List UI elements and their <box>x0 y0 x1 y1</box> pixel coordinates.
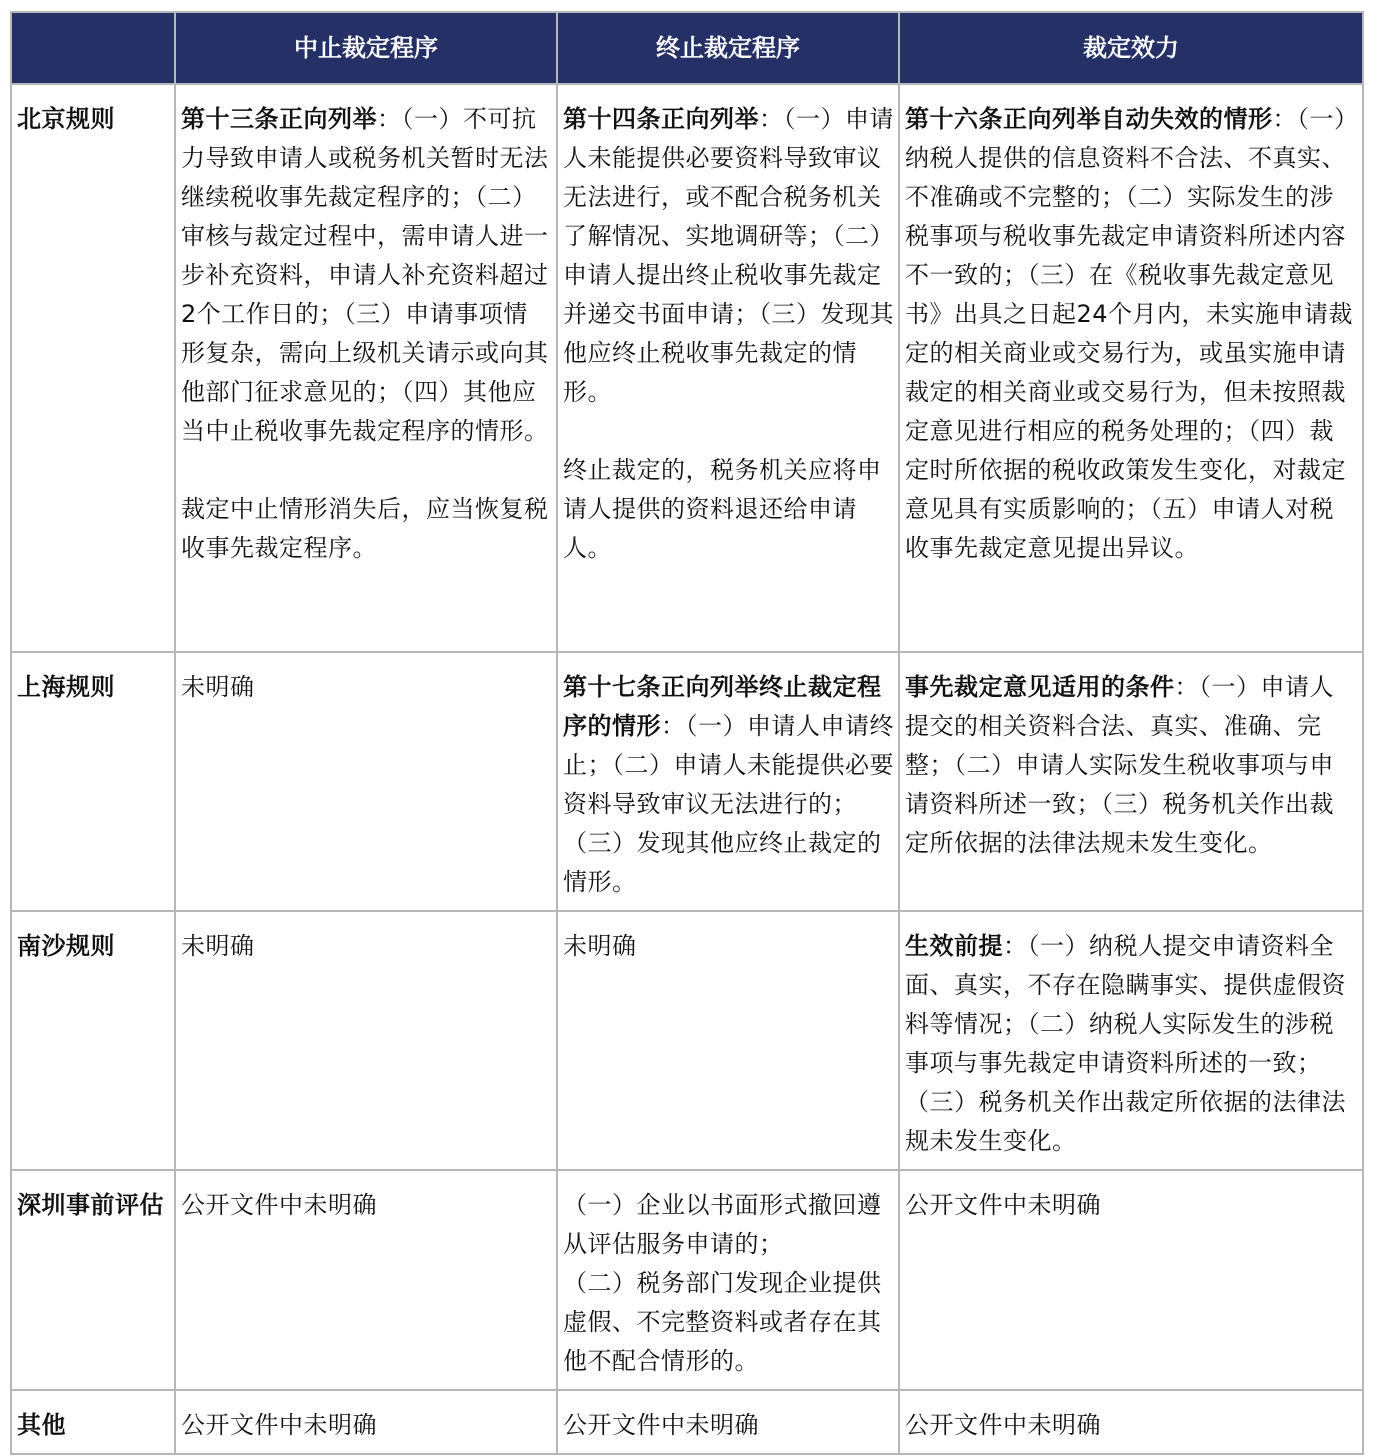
list-item: （二）税务部门发现企业提供虚假、不完整资料或者存在其他不配合情形的。 <box>563 1269 882 1375</box>
cell-effect <box>899 84 1363 652</box>
article-text: ：（一）申请人提交的相关资料合法、真实、准确、完整；（二）申请人实际发生税收事项与申请资料所述一致；（三）税务机关作出裁定所依据的法律法规未发生变化。 <box>905 673 1334 857</box>
header-suspend: 中止裁定程序 <box>175 12 557 84</box>
cell-suspend: 公开文件中未明确 <box>175 1390 557 1454</box>
header-terminate: 终止裁定程序 <box>557 12 899 84</box>
comparison-table <box>10 11 1364 1455</box>
cell-note: 终止裁定的，税务机关应将申请人提供的资料退还给申请人。 <box>563 456 882 562</box>
cell-terminate <box>557 1170 899 1390</box>
header-row <box>11 12 1363 84</box>
cell-paragraph <box>181 100 552 451</box>
article-lead: 事先裁定意见适用的条件 <box>905 673 1175 701</box>
row-label: 南沙规则 <box>11 911 175 1170</box>
article-text: ：（一）纳税人提交申请资料全面、真实，不存在隐瞒事实、提供虚假资料等情况；（二）纳税人实际发生的涉税事项与事先裁定申请资料所述的一致；（三）税务机关作出裁定所依据的法律法规未发生变化。 <box>905 932 1346 1155</box>
article-text: ：（一）申请人申请终止；（二）申请人未能提供必要资料导致审议无法进行的；（三）发现其他应终止裁定的情形。 <box>563 712 894 896</box>
cell-paragraph <box>905 100 1358 568</box>
table-row-nansha <box>11 911 1363 1170</box>
cell-paragraph <box>563 100 894 412</box>
table-row-other <box>11 1390 1363 1454</box>
row-label: 深圳事前评估 <box>11 1170 175 1390</box>
cell-suspend: 未明确 <box>175 652 557 911</box>
header-effect: 裁定效力 <box>899 12 1363 84</box>
article-lead: 第十七条正向列举终止裁定程序的情形 <box>563 673 882 740</box>
cell-suspend: 未明确 <box>175 911 557 1170</box>
cell-paragraph <box>905 927 1358 1161</box>
article-text: ：（一）不可抗力导致申请人或税务机关暂时无法继续税收事先裁定程序的；（二）审核与裁定过程中，需申请人进一步补充资料，申请人补充资料超过2个工作日的；（三）申请事项情形复杂，需向上级机关请示或向其他部门征求意见的；（四）其他应当中止税收事先裁定程序的情形。 <box>181 105 549 445</box>
list-item: （一）企业以书面形式撤回遵从评估服务申请的； <box>563 1191 882 1258</box>
table-row-shenzhen <box>11 1170 1363 1390</box>
article-text: ：（一）纳税人提供的信息资料不合法、不真实、不准确或不完整的；（二）实际发生的涉税事项与税收事先裁定申请资料所述内容不一致的；（三）在《税收事先裁定意见书》出具之日起24个月内，未实施申请裁定的相关商业或交易行为，或虽实施申请裁定的相关商业或交易行为，但未按照裁定意见进行相应的税务处理的；（四）裁定时所依据的税收政策发生变化，对裁定意见具有实质影响的；（五）申请人对税收事先裁定意见提出异议。 <box>905 105 1354 562</box>
cell-effect: 公开文件中未明确 <box>899 1170 1363 1390</box>
article-text: ：（一）申请人未能提供必要资料导致审议无法进行，或不配合税务机关了解情况、实地调研等；（二）申请人提出终止税收事先裁定并递交书面申请；（三）发现其他应终止税收事先裁定的情形。 <box>563 105 894 406</box>
header-corner <box>11 12 175 84</box>
article-lead: 第十六条正向列举自动失效的情形 <box>905 105 1273 133</box>
row-label: 其他 <box>11 1390 175 1454</box>
cell-effect: 公开文件中未明确 <box>899 1390 1363 1454</box>
table-row-shanghai <box>11 652 1363 911</box>
cell-terminate: 未明确 <box>557 911 899 1170</box>
cell-paragraph <box>905 668 1358 863</box>
row-label: 上海规则 <box>11 652 175 911</box>
table-row-beijing <box>11 84 1363 652</box>
cell-terminate <box>557 652 899 911</box>
article-lead: 第十四条正向列举 <box>563 105 759 133</box>
cell-terminate: 公开文件中未明确 <box>557 1390 899 1454</box>
cell-suspend: 公开文件中未明确 <box>175 1170 557 1390</box>
cell-paragraph <box>563 668 894 902</box>
cell-terminate <box>557 84 899 652</box>
article-lead: 第十三条正向列举 <box>181 105 377 133</box>
article-lead: 生效前提 <box>905 932 1003 960</box>
cell-suspend <box>175 84 557 652</box>
cell-note: 裁定中止情形消失后，应当恢复税收事先裁定程序。 <box>181 495 549 562</box>
cell-effect <box>899 911 1363 1170</box>
row-label: 北京规则 <box>11 84 175 652</box>
cell-effect <box>899 652 1363 911</box>
